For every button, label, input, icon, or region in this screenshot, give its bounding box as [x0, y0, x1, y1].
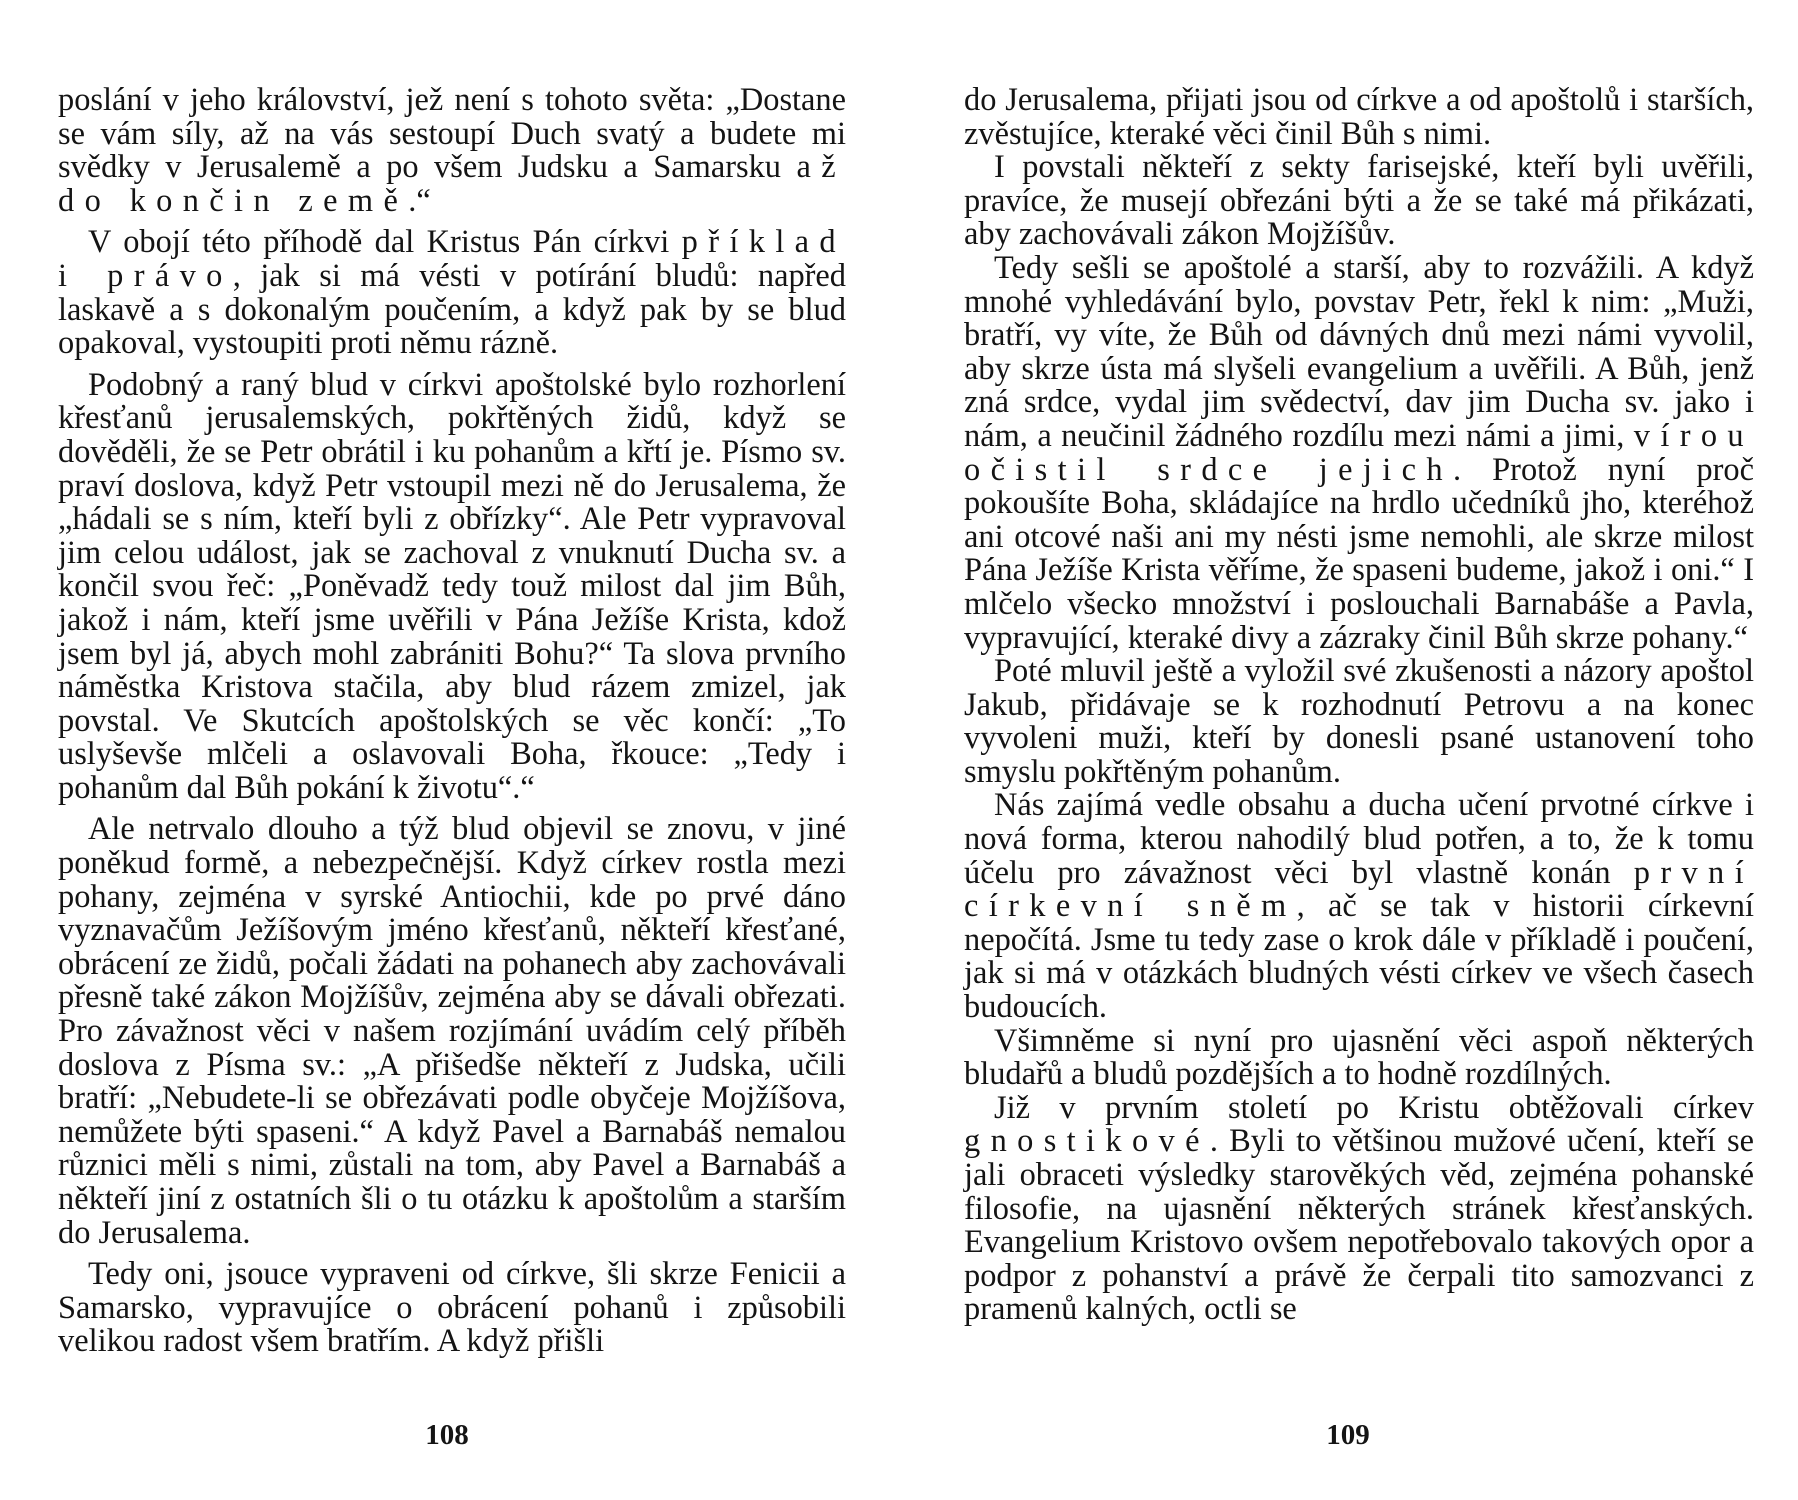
paragraph: Nás zajímá vedle obsahu a ducha učení prvotné církve i nová forma, kterou nahodilý blud potřen, a to, že k tomu účelu pro závažnost věci byl vlastně konán první církevní sněm, ač se tak v historii církevní nepočítá. Jsme tu tedy zase o krok dále v příkladě i poučení, jak si má v otázkách bludných vésti církev ve všech časech budoucích.	[964, 787, 1754, 1026]
paragraph: Ale netrvalo dlouho a týž blud objevil se znovu, v jiné poněkud formě, a nebezpečnější. Když církev rostla mezi pohany, zejména v syrské Antiochii, kde po prvé dáno vyznavačům Ježíšovým jméno křesťanů, někteří křesťané, obrácení ze židů, počali žádati na pohanech aby zachovávali přesně také zákon Mojžíšův, zejména aby se dávali obřezati. Pro závažnost věci v našem rozjímání uvádím celý příběh doslova z Písma sv.: „A přišedše někteří z Judska, učili bratří: „Nebudete-li se obřezávati podle obyčeje Mojžíšova, nemůžete býti spaseni.“ A když Pavel a Barnabáš nemalou různici měli s nimi, zůstali na tom, aby Pavel a Barnabáš a někteří jiní z ostatních šli o tu otázku k apoštolům a starším do Jerusalema.	[58, 811, 846, 1251]
right-page	[964, 84, 1754, 1327]
spaced-emphasis: gnostikové	[964, 1123, 1210, 1160]
spaced-emphasis: příklad i právo	[58, 224, 846, 294]
spaced-emphasis: vírou očistil srdce jejich	[964, 417, 1754, 488]
spaced-emphasis: první církevní sněm	[964, 854, 1754, 925]
paragraph: Tedy sešli se apoštolé a starší, aby to rozvážili. A když mnohé vyhledávání bylo, povstav Petr, řekl k nim: „Muži, bratří, vy víte, že Bůh od dávných dnů mezi námi vyvolil, aby skrze ústa má slyšeli evangelium a uvěřili. A Bůh, jenž zná srdce, vydal jim svědectví, dav jim Ducha sv. jako i nám, a neučinil žádného rozdílu mezi námi a jimi, vírou očistil srdce jejich. Protož nyní proč pokoušíte Boha, skládajíce na hrdlo učedníků jho, kteréhož ani otcové naši ani my nésti jsme nemohli, ale skrze milost Pána Ježíše Krista věříme, že spaseni budeme, jakož i oni.“ I mlčelo všecko množství i poslouchali Barnabáše a Pavla, vypravující, kteraké divy a zázraky činil Bůh skrze pohany.“	[964, 249, 1754, 656]
paragraph: Tedy oni, jsouce vypraveni od církve, šli skrze Fenicii a Samarsko, vypravujíce o obrácení pohanů i způsobili velikou radost všem bratřím. A když přišli	[58, 1256, 846, 1360]
paragraph: I povstali někteří z sekty farisejské, kteří byli uvěřili, pravíce, že musejí obřezáni býti a že se také má přikázati, aby zachovávali zákon Mojžíšův.	[964, 149, 1754, 253]
paragraph: poslání v jeho království, jež není s tohoto světa: „Dostane se vám síly, až na vás sestoupí Duch svatý a budete mi svědky v Jerusalemě a po všem Judsku a Samarsku až do končin země.“	[58, 82, 846, 219]
left-page	[58, 84, 846, 1359]
page-number-right: 109	[1326, 1419, 1370, 1451]
paragraph: Již v prvním století po Kristu obtěžovali církev gnostikové. Byli to většinou mužové učení, kteří se jali obraceti výsledky starověkých věd, zejména pohanské filosofie, na ujasnění některých stránek křesťanských. Evangelium Kristovo ovšem nepotřebovalo takových opor a podpor z pohanství a právě že čerpali tito samozvanci z pramenů kalných, octli se	[964, 1089, 1754, 1328]
page-number-left: 108	[425, 1419, 469, 1451]
paragraph: Poté mluvil ještě a vyložil své zkušenosti a názory apoštol Jakub, přidávaje se k rozhodnutí Petrovu a na konec vyvoleni muži, kteří by donesli psané ustanovení toho smyslu pokřtěným pohanům.	[964, 653, 1754, 790]
paragraph: Všimněme si nyní pro ujasnění věci aspoň některých bludařů a bludů pozdějších a to hodně rozdílných.	[964, 1022, 1754, 1093]
paragraph: V obojí této příhodě dal Kristus Pán církvi příklad i právo, jak si má vésti v potírání bludů: napřed laskavě a s dokonalým poučením, a když pak by se blud opakoval, vystoupiti proti němu rázně.	[58, 224, 846, 362]
paragraph: do Jerusalema, přijati jsou od církve a od apoštolů i starších, zvěstujíce, kteraké věci činil Bůh s nimi.	[964, 82, 1754, 152]
spaced-emphasis: až do končin země	[58, 149, 846, 219]
paragraph: Podobný a raný blud v církvi apoštolské bylo rozhorlení křesťanů jerusalemských, pokřtěných židů, když se dověděli, že se Petr obrátil i ku pohanům a křtí je. Písmo sv. praví doslova, když Petr vstoupil mezi ně do Jerusalema, že „hádali se s ním, kteří byli z obřízky“. Ale Petr vypravoval jim celou událost, jak se zachoval z vnuknutí Ducha sv. a končil svou řeč: „Poněvadž tedy touž milost dal jim Bůh, jakož i nám, kteří jsme uvěřili v Pána Ježíše Krista, kdož jsem byl já, abych mohl zabrániti Bohu?“ Ta slova prvního náměstka Kristova stačila, aby blud rázem zmizel, jak povstal. Ve Skutcích apoštolských se věc končí: „To uslyševše mlčeli a oslavovali Boha, řkouce: „Tedy i pohanům dal Bůh pokání k životu“.“	[58, 366, 846, 806]
